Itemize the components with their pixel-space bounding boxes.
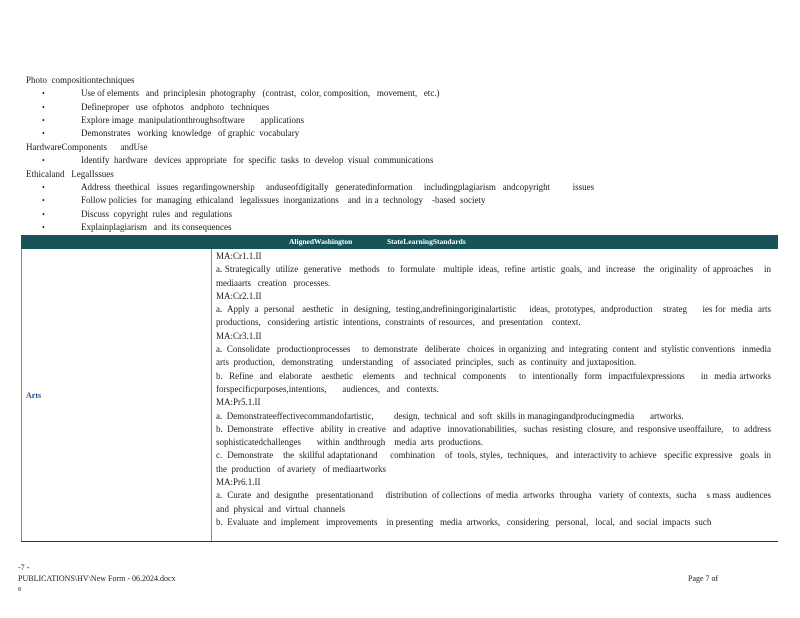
bullet-text: Follow policies for managing ethicaland legalissues inorganizations and in a technology -based society bbox=[81, 195, 486, 205]
bullet-icon: • bbox=[42, 103, 45, 112]
standard-code: MA:Cr2.1.II bbox=[216, 290, 262, 301]
bullet-item bbox=[42, 208, 232, 221]
section-heading-photo-composition: Photo compositiontechniques bbox=[26, 75, 135, 85]
table-bottom-border bbox=[21, 541, 778, 542]
table-border-left bbox=[21, 249, 22, 542]
bullet-text: Use of elements and principlesin photography (contrast, color, composition, movement, etc.) bbox=[81, 88, 440, 98]
standards-table-header bbox=[21, 235, 778, 249]
bullet-icon: • bbox=[42, 196, 45, 205]
standards-cell bbox=[216, 250, 780, 529]
bullet-item bbox=[42, 181, 594, 194]
standard-text: a. Strategically utilize generative methods to formulate multiple ideas, refine artistic goals, and increase the originality of approaches in mediaarts creation processes. bbox=[216, 264, 774, 288]
header-state-learning-standards: StateLearningStandards bbox=[387, 237, 466, 246]
header-aligned-washington: AlignedWashington bbox=[289, 237, 353, 246]
bullet-icon: • bbox=[42, 156, 45, 165]
bullet-item bbox=[42, 154, 433, 167]
footer-extra: 8 bbox=[18, 587, 21, 593]
bullet-item bbox=[42, 87, 440, 100]
bullet-text: Demonstrates working knowledge of graphic vocabulary bbox=[81, 128, 300, 138]
standard-code: MA:Cr1.1.II bbox=[216, 251, 262, 261]
standard-text: a. Curate and designthe presentationand distribution of collections of media artworks througha variety of contexts, sucha s mass audiences and physical and virtual channels bbox=[216, 490, 780, 514]
bullet-icon: • bbox=[42, 210, 45, 219]
standard-text: c. Demonstrate the skillful adaptationand combination of tools, styles, techniques, and interactivity to achieve specific expressive goals in the production of avariety of mediaartworks bbox=[216, 450, 774, 474]
footer-page-marker: -7 - bbox=[18, 563, 30, 572]
standard-text: a. Demonstrateeffectivecommandofartistic, design, technical and soft skills in managingandproducingmedia artworks. bbox=[216, 410, 684, 421]
standard-text: b. Evaluate and implement improvements in presenting media artworks, considering personal, local, and social impacts such bbox=[216, 516, 712, 527]
standard-text: b. Demonstrate effective ability in creative and adaptive innovationabilities, suchas resisting closure, and responsive useoffailure, to address sophisticatedchallenges within andthrough media arts productions. bbox=[216, 423, 778, 448]
bullet-icon: • bbox=[42, 129, 45, 138]
bullet-item bbox=[42, 127, 299, 140]
standard-code: MA:Pr5.1.II bbox=[216, 397, 261, 408]
bullet-icon: • bbox=[42, 223, 45, 232]
bullet-text: Defineproper use ofphotos andphoto techniques bbox=[81, 102, 270, 112]
table-column-divider bbox=[211, 249, 212, 542]
footer-page-label: Page 7 of bbox=[688, 574, 719, 583]
standard-code: MA:Pr6.1.II bbox=[216, 477, 261, 488]
standard-code: MA:Cr3.1.II bbox=[216, 330, 262, 341]
section-heading-ethical-legal: Ethicaland LegalIssues bbox=[26, 169, 114, 179]
bullet-text: Identify hardware devices appropriate for specific tasks to develop visual communications bbox=[81, 155, 434, 165]
bullet-text: Address theethical issues regardingownership anduseofdigitally generatedinformation includingplagiarism andcopyright issues bbox=[81, 182, 595, 192]
section-heading-hardware: HardwareComponents andUse bbox=[26, 142, 148, 152]
bullet-icon: • bbox=[42, 183, 45, 192]
row-label-arts: Arts bbox=[26, 391, 42, 400]
standard-text: a. Apply a personal aesthetic in designing, testing,andrefiningoriginalartistic ideas, prototypes, andproduction strateg ies for media arts productions, considering artistic intentions, constraints of resources, and presentation context. bbox=[216, 304, 776, 328]
bullet-text: Discuss copyright rules and regulations bbox=[81, 209, 232, 219]
bullet-icon: • bbox=[42, 116, 45, 125]
bullet-item bbox=[42, 194, 486, 207]
bullet-text: Explore image manipulationthroughsoftware applications bbox=[81, 115, 304, 125]
standard-text: b. Refine and elaborate aesthetic elements and technical components to intentionally form impactfulexpressions in media artworks forspecificpurposes,intentions, audiences, and contexts. bbox=[216, 370, 778, 394]
standard-text: a. Consolidate productionprocesses to demonstrate deliberate choices in organizing and integrating content and stylistic conventions inmedia arts production, demonstrating understanding of associated principles, such as continuity and juxtaposition. bbox=[216, 344, 776, 368]
bullet-item bbox=[42, 221, 231, 234]
bullet-icon: • bbox=[42, 89, 45, 98]
bullet-item bbox=[42, 114, 304, 127]
footer-file-path: PUBLICATIONS\HV\New Form - 06.2024.docx bbox=[18, 574, 176, 583]
bullet-text: Explainplagiarism and its consequences bbox=[81, 222, 232, 232]
bullet-item bbox=[42, 101, 269, 114]
